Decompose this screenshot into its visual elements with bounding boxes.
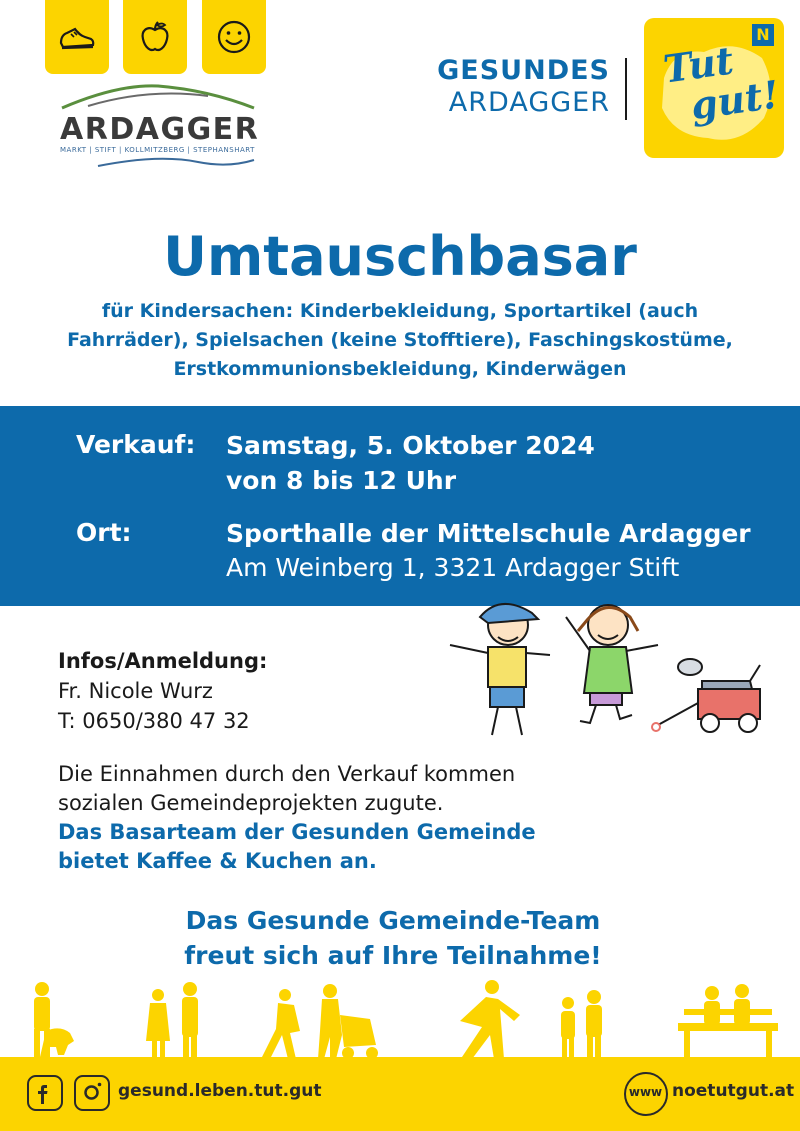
note-highlight2: bietet Kaffee & Kuchen an. bbox=[58, 849, 377, 873]
event-subtitle: für Kindersachen: Kinderbekleidung, Sportartikel (auch Fahrräder), Spielsachen (keine Stofftiere), Faschingskostüme, Erstkommunionsbekleidung, Kinderwägen bbox=[67, 300, 733, 380]
contact-title: Infos/Anmeldung: bbox=[58, 649, 268, 673]
footer bbox=[0, 1057, 800, 1131]
event-details-band bbox=[0, 406, 800, 606]
closing-line1: Das Gesunde Gemeinde-Team bbox=[185, 906, 601, 935]
kids-drawing-icon bbox=[440, 595, 770, 745]
social-handle[interactable]: gesund.leben.tut.gut bbox=[118, 1081, 322, 1101]
sale-label: Verkauf: bbox=[76, 430, 196, 459]
people-silhouettes-icon bbox=[0, 975, 800, 1060]
smiley-tile bbox=[202, 0, 266, 74]
tutgut-wordmark bbox=[661, 35, 781, 130]
tutgut-line1: Tut bbox=[660, 37, 737, 92]
program-name bbox=[437, 55, 610, 119]
closing-message bbox=[0, 903, 786, 973]
page-title: Umtauschbasar bbox=[163, 225, 637, 288]
contact-name: Fr. Nicole Wurz bbox=[58, 679, 213, 703]
program-line2: ARDAGGER bbox=[448, 87, 610, 118]
place-name: Sporthalle der Mittelschule Ardagger bbox=[226, 519, 751, 548]
sneaker-icon bbox=[57, 17, 97, 57]
note-line2: sozialen Gemeindeprojekten zugute. bbox=[58, 791, 444, 815]
municipality-name: ARDAGGER bbox=[60, 112, 260, 147]
web-prefix: www bbox=[628, 1085, 663, 1099]
notes bbox=[58, 760, 536, 876]
facebook-icon[interactable] bbox=[27, 1075, 63, 1111]
tutgut-line2: gut! bbox=[687, 71, 782, 129]
sneaker-tile bbox=[45, 0, 109, 74]
header-divider bbox=[625, 58, 627, 120]
contact-info bbox=[58, 646, 267, 736]
program-line1: GESUNDES bbox=[437, 55, 610, 86]
apple-icon bbox=[135, 17, 175, 57]
contact-phone: T: 0650/380 47 32 bbox=[58, 709, 250, 733]
note-highlight1: Das Basarteam der Gesunden Gemeinde bbox=[58, 820, 536, 844]
note-line1: Die Einnahmen durch den Verkauf kommen bbox=[58, 762, 516, 786]
place-address: Am Weinberg 1, 3321 Ardagger Stift bbox=[226, 553, 680, 582]
tutgut-logo bbox=[644, 18, 784, 158]
closing-line2: freut sich auf Ihre Teilnahme! bbox=[184, 941, 602, 970]
place-label: Ort: bbox=[76, 518, 132, 547]
globe-icon[interactable] bbox=[624, 1072, 668, 1116]
corner-badge: N bbox=[752, 24, 774, 46]
sale-date: Samstag, 5. Oktober 2024 bbox=[226, 431, 595, 460]
smiley-icon bbox=[214, 17, 254, 57]
sale-time: von 8 bis 12 Uhr bbox=[226, 466, 457, 495]
municipality-subline: MARKT | STIFT | KOLLMITZBERG | STEPHANSHART bbox=[60, 146, 255, 154]
website-link[interactable]: noetutgut.at bbox=[672, 1081, 795, 1101]
apple-tile bbox=[123, 0, 187, 74]
instagram-icon[interactable] bbox=[74, 1075, 110, 1111]
ardagger-logo bbox=[58, 82, 258, 174]
